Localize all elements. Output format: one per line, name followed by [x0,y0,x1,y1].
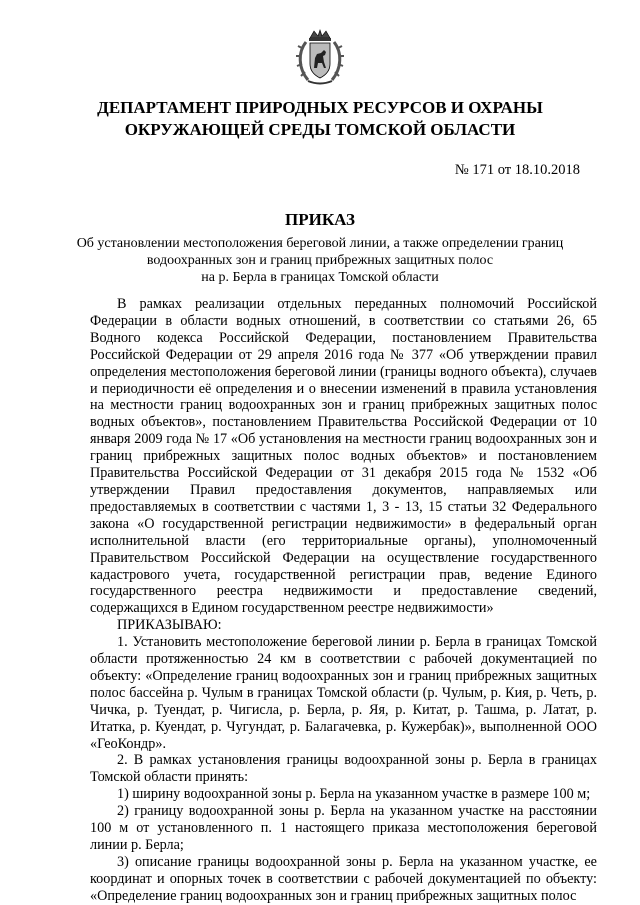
order-word: ПРИКАЗЫВАЮ: [117,617,222,634]
item-2-1-paragraph: 1) ширину водоохранной зоны р. Берла на указанном участке в размере 100 м; [117,786,591,803]
preamble-paragraph: В рамках реализации отдельных переданных полномочий Российской Федерации в области водных отношений, в соответствии со статьями 26, 65 Водного кодекса Российской Федерации, постановлением Правительства Российской Федерации от 29 апреля 2016 года № 377 «Об утверждении правил определения местоположения береговой линии (границы водного объекта), случаев и периодичности её определения и о внесении изменений в правила установления на местности границ водоохранных зон и границ прибрежных защитных полос водных объектов», постановлением Правительства Российской Федерации от 10 января 2009 года № 17 «Об установления на местности границ водоохранных зон и границ прибрежных защитных полос водных объектов» и постановлением Правительства Российской Федерации от 31 декабря 2015 года № 1532 «Об утверждении Правил предоставления документов, направляемых или предоставляемых в соответствии с частями 1, 3 - 13, 15 статьи 32 Федерального закона «О государственной регистрации недвижимости» в федеральный орган исполнительной власти (его территориальные органы), уполномоченный Правительством Российской Федерации на осуществление государственного кадастрового учета, государственной регистрации прав, ведение Единого государственного реестра недвижимости и предоставление сведений, содержащихся в Едином государственном реестре недвижимости» [90,296,597,617]
department-name-line2: ОКРУЖАЮЩЕЙ СРЕДЫ ТОМСКОЙ ОБЛАСТИ [124,120,516,139]
document-body [90,296,597,905]
department-name-line1: ДЕПАРТАМЕНТ ПРИРОДНЫХ РЕСУРСОВ И ОХРАНЫ [97,98,543,117]
subtitle-line2: водоохранных зон и границ прибрежных защитных полос [146,253,494,268]
item-2-2-paragraph: 2) границу водоохранной зоны р. Берла на указанном участке на расстоянии 100 м от установленного п. 1 настоящего приказа местоположения береговой линии р. Берла; [90,803,597,853]
coat-of-arms-icon [296,28,344,88]
item-1-paragraph: 1. Установить местоположение береговой линии р. Берла в границах Томской области протяженностью 24 км в соответствии с рабочей документацией по объекту: «Определение границ водоохранных зон и границ прибрежных защитных полос бассейна р. Чулым в границах Томской области (р. Чулым, р. Кия, р. Четь, р. Чичка, р. Туендат, р. Чигисла, р. Берла, р. Яя, р. Китат, р. Ташма, р. Латат, р. Итатка, р. Куендат, р. Чугундат, р. Балагачевка, р. Кужербак)», выполненной ООО «ГеоКондр». [90,634,597,752]
subtitle-line1: Об установлении местоположения береговой линии, а также определении границ [76,236,564,251]
document-number: № 171 от 18.10.2018 [454,162,580,178]
item-2-3-paragraph: 3) описание границы водоохранной зоны р. Берла на указанном участке, ее координат и опорных точек в соответствии с рабочей документацией по объекту: «Определение границ водоохранных зон и границ прибрежных защитных полос [90,853,597,904]
item-2-paragraph: 2. В рамках установления границы водоохранной зоны р. Берла в границах Томской области принять: [90,752,597,786]
subtitle-line3: на р. Берла в границах Томской области [201,270,439,285]
document-title: ПРИКАЗ [285,210,355,229]
